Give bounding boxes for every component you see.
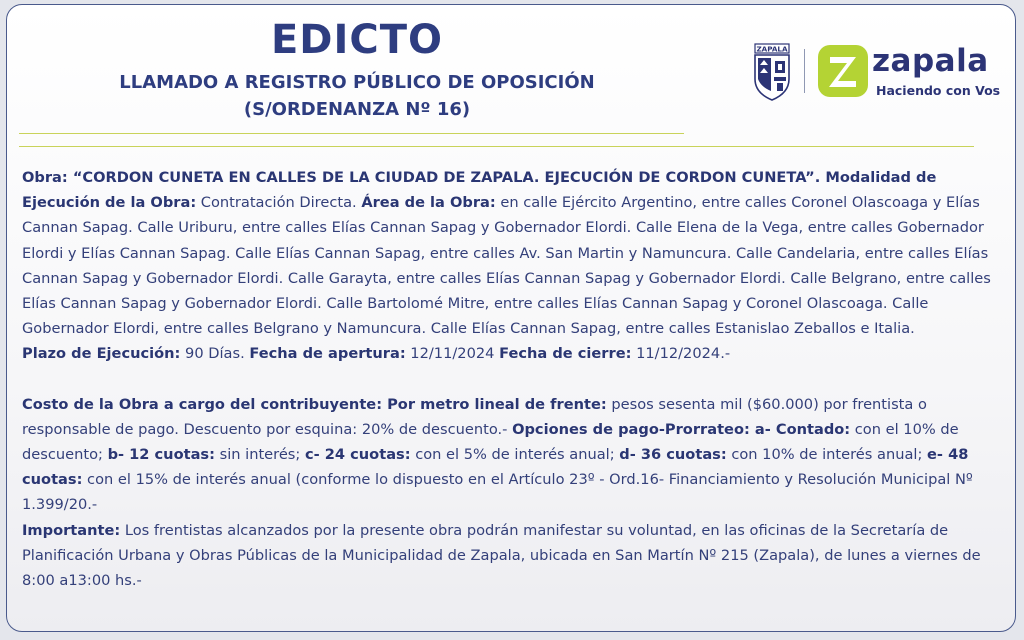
page-subtitle: [7, 69, 707, 123]
cuotas-24-value: con el 5% de interés anual;: [410, 446, 620, 464]
cuotas-48-value: con el 15% de interés anual (conforme lo dispuesto en el Artículo 23º - Ord.16- Financiamiento y Resolución Municipal Nº 1.399/20.-: [22, 471, 973, 514]
cuotas-12-value: sin interés;: [214, 446, 305, 464]
cuotas-24-label: c- 24 cuotas:: [304, 446, 411, 464]
apertura-label: Fecha de apertura:: [249, 345, 406, 363]
zapala-shield-logo: [752, 43, 792, 101]
opciones-label: Opciones de pago-Prorrateo: a- Contado:: [512, 420, 851, 438]
obra-label: Obra: “CORDON CUNETA EN CALLES DE LA CIUDAD DE ZAPALA. EJECUCIÓN DE CORDON CUNETA”. Modalidad de Ejecución de la Obra:: [22, 169, 937, 212]
cuotas-36-label: d- 36 cuotas:: [619, 446, 727, 464]
divider-long: [19, 146, 974, 147]
edict-card: [6, 4, 1016, 632]
edict-body: [22, 165, 997, 593]
zapala-z-logo-icon: [818, 45, 868, 97]
paragraph-gap: [22, 367, 997, 392]
cuotas-48-label: e- 48 cuotas:: [22, 446, 969, 489]
importante-paragraph: [22, 518, 997, 594]
brand-name: zapala: [872, 43, 989, 79]
importante-value: Los frentistas alcanzados por la presente obra podrán manifestar su voluntad, en las oficinas de la Secretaría de Planificación Urbana y Obras Públicas de la Municipalidad de Zapala, ubicada en San Martín Nº 215 (Zapala), de lunes a viernes de 8:00 a13:00 hs.-: [22, 521, 981, 590]
shield-label: ZAPALA: [756, 44, 788, 54]
importante-label: Importante:: [22, 521, 121, 539]
modalidad-value: Contratación Directa.: [196, 194, 362, 212]
cuotas-12-label: b- 12 cuotas:: [107, 446, 215, 464]
area-label: Área de la Obra:: [361, 194, 496, 212]
plazo-label: Plazo de Ejecución:: [22, 345, 181, 363]
cierre-value: 11/12/2024.-: [631, 345, 731, 363]
plazo-value: 90 Días.: [180, 345, 250, 363]
page-title: EDICTO: [270, 17, 444, 63]
cuotas-36-value: con 10% de interés anual;: [726, 446, 928, 464]
costo-paragraph: [22, 392, 997, 518]
subtitle-line-1: LLAMADO A REGISTRO PÚBLICO DE OPOSICIÓN: [119, 72, 595, 93]
contado-value: con el 10% de descuento;: [22, 420, 959, 464]
obra-paragraph: [22, 165, 997, 341]
subtitle-line-2: (S/ORDENANZA Nº 16): [243, 99, 471, 120]
costo-label: Costo de la Obra a cargo del contribuyente: Por metro lineal de frente:: [22, 395, 607, 413]
area-value: en calle Ejército Argentino, entre calles Coronel Olascoaga y Elías Cannan Sapag. Calle Uriburu, entre calles Elías Cannan Sapag y Gobernador Elordi. Calle Elena de la Vega, entre calles Gobernador Elordi y Elías Cannan Sapag. Calle Elías Cannan Sapag, entre calles Av. San Martin y Namuncura. Calle Candelaria, entre calles Elías Cannan Sapag y Gobernador Elordi. Calle Garayta, entre calles Elías Cannan Sapag y Gobernador Elordi. Calle Belgrano, entre calles Elías Cannan Sapag y Gobernador Elordi. Calle Bartolomé Mitre, entre calles Elías Cannan Sapag y Coronel Olascoaga. Calle Gobernador Elordi, entre calles Belgrano y Namuncura. Calle Elías Cannan Sapag, entre calles Estanislao Zeballos e Italia.: [22, 194, 991, 338]
dates-paragraph: [22, 341, 997, 366]
divider-short: [19, 133, 684, 134]
logo-separator: [804, 49, 805, 93]
apertura-value: 12/11/2024: [405, 345, 500, 363]
brand-tagline: Haciendo con Vos: [876, 83, 1001, 98]
costo-value: pesos sesenta mil ($60.000) por frentista o responsable de pago. Descuento por esquina: 20% de descuento.-: [22, 395, 927, 438]
cierre-label: Fecha de cierre:: [499, 345, 632, 363]
